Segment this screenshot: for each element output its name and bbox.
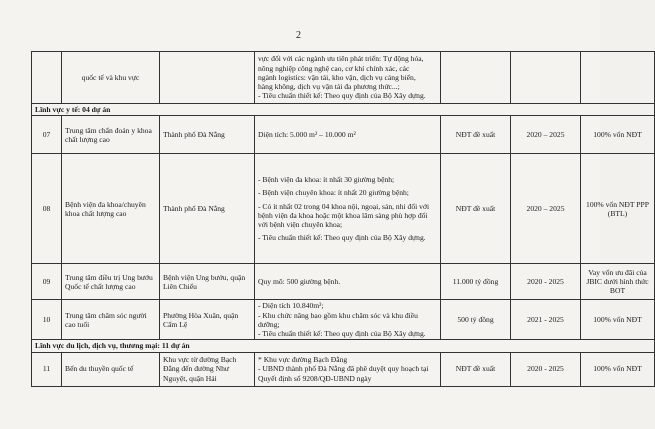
project-location: Bệnh viện Ung bướu, quận Liên Chiểu [160, 264, 255, 300]
project-scale: Diện tích: 5.000 m² – 10.000 m² [255, 116, 441, 154]
project-location: Phường Hòa Xuân, quận Cẩm Lệ [160, 300, 255, 340]
project-period: 2020 - 2025 [511, 264, 581, 300]
project-location: Khu vực từ đường Bạch Đằng đến đường Như Nguyệt, quận Hải [160, 352, 255, 386]
project-name: Trung tâm điều trị Ung bướu Quốc tế chất lượng cao [62, 264, 160, 300]
project-scale: Quy mô: 500 giường bệnh. [255, 264, 441, 300]
project-name: Bệnh viện đa khoa/chuyên khoa chất lượng cao [62, 154, 160, 264]
project-cost: 500 tỷ đồng [441, 300, 511, 340]
project-number: 09 [32, 264, 62, 300]
project-number: 10 [32, 300, 62, 340]
section-row-tourism [32, 340, 655, 352]
project-scale: - Bệnh viện đa khoa: ít nhất 30 giường bệnh; - Bệnh viện chuyên khoa: ít nhất 20 giường bệnh; - Có ít nhất 02 trong 04 khoa nội, ngoại, sản, nhi đối với bệnh viện đa khoa hoặc một khoa lâm sàng phù hợp đối với bệnh viện chuyên khoa; - Tiêu chuẩn thiết kế: Theo quy định của Bộ Xây dựng. [255, 154, 441, 264]
page-number: 2 [296, 30, 301, 41]
section-title: Lĩnh vực y tế: 04 dự án [32, 104, 655, 116]
project-fund: 100% vốn NĐT [581, 300, 655, 340]
project-location: Thành phố Đà Nẵng [160, 154, 255, 264]
project-name: Trung tâm chẩn đoán y khoa chất lượng cao [62, 116, 160, 154]
project-cost: 11.000 tỷ đồng [441, 264, 511, 300]
project-location: Thành phố Đà Nẵng [160, 116, 255, 154]
project-fund: 100% vốn NĐT PPP (BTL) [581, 154, 655, 264]
table-row [32, 52, 655, 104]
project-cost: NĐT đề xuất [441, 154, 511, 264]
project-number: 08 [32, 154, 62, 264]
project-cost: NĐT đề xuất [441, 116, 511, 154]
project-period: 2020 – 2025 [511, 154, 581, 264]
table-row [32, 154, 655, 264]
table-row [32, 300, 655, 340]
project-fund: Vay vốn ưu đãi của JBIC dưới hình thức BOT [581, 264, 655, 300]
project-period: 2020 - 2025 [511, 352, 581, 386]
table-row [32, 352, 655, 386]
project-scale: * Khu vực đường Bạch Đằng - UBND thành phố Đà Nẵng đã phê duyệt quy hoạch tại Quyết định số 9208/QĐ-UBND ngày [255, 352, 441, 386]
project-number: 11 [32, 352, 62, 386]
project-fund: 100% vốn NĐT [581, 352, 655, 386]
projects-table [31, 51, 655, 387]
section-row-health [32, 104, 655, 116]
table-row [32, 264, 655, 300]
project-name: quốc tế và khu vực [62, 52, 160, 104]
project-cost: NĐT đề xuất [441, 352, 511, 386]
table-row [32, 116, 655, 154]
project-period: 2020 – 2025 [511, 116, 581, 154]
project-scale: vực đối với các ngành ưu tiên phát triển: Tự động hóa, nông nghiệp công nghệ cao, cơ khí chính xác, các ngành logistics: vận tải, kho vận, dịch vụ cảng biển, hàng không, dịch vụ vận tải đa phương thức...; - Tiêu chuẩn thiết kế: Theo quy định của Bộ Xây dựng. [255, 52, 441, 104]
project-period: 2021 - 2025 [511, 300, 581, 340]
project-scale: - Diện tích 10.840m²; - Khu chức năng bao gồm khu chăm sóc và khu điều dưỡng; - Tiêu chuẩn thiết kế: Theo quy định của Bộ Xây dựng. [255, 300, 441, 340]
project-number: 07 [32, 116, 62, 154]
project-name: Bến du thuyền quốc tế [62, 352, 160, 386]
project-fund: 100% vốn NĐT [581, 116, 655, 154]
project-name: Trung tâm chăm sóc người cao tuổi [62, 300, 160, 340]
section-title: Lĩnh vực du lịch, dịch vụ, thương mại: 11 dự án [32, 340, 655, 352]
